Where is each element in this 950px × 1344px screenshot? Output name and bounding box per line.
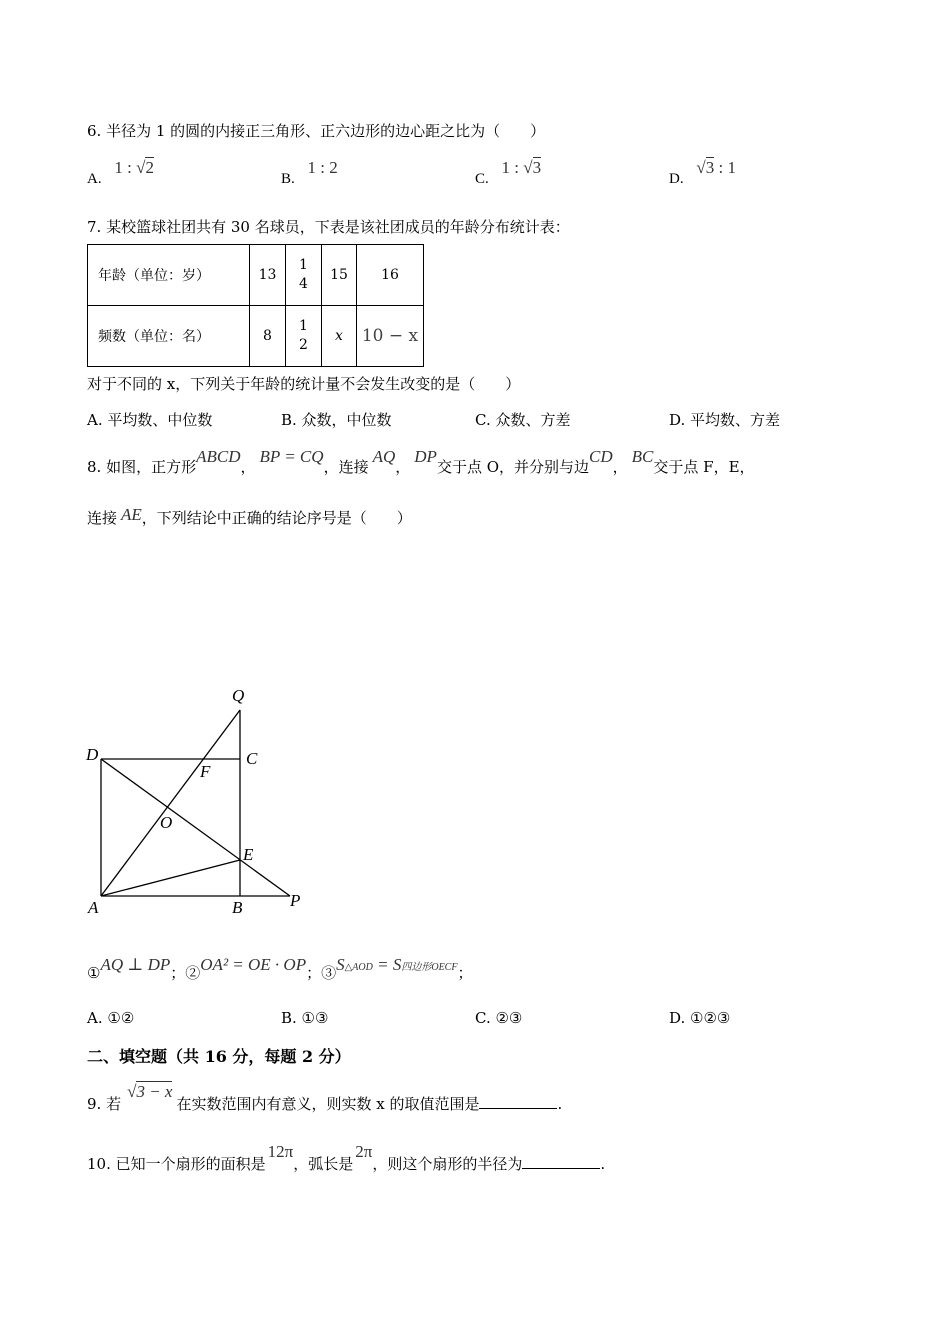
line-dp [101,759,290,896]
option-letter: A. [87,171,102,187]
text: ，则这个扇形的半径为 [372,1155,523,1173]
symbol-s: S [336,955,345,974]
math-text: 1 : [501,158,524,177]
q8-option-b[interactable]: B. ①③ [281,1009,329,1027]
text: 10. 已知一个扇形的面积是 [87,1155,266,1173]
math-2pi: 2π [355,1142,373,1161]
subscript-quad-oecf: 四边形OECF [401,962,458,973]
text: ， [240,458,256,476]
math-12pi: 12π [267,1142,294,1161]
q7-option-b[interactable]: B. 众数，中位数 [281,411,392,429]
q7-follow-up: 对于不同的 x，下列关于年龄的统计量不会发生改变的是（ ） [87,375,521,393]
q9-stem [87,1082,563,1114]
q7-stem: 7. 某校篮球社团共有 30 名球员，下表是该社团成员的年龄分布统计表： [87,218,570,236]
math-bc: BC [631,447,654,466]
q6-option-b[interactable] [281,158,338,188]
text: 交于点 O，并分别与边 [436,458,590,476]
table-row [88,245,424,306]
separator: ；③ [306,964,337,982]
square-geometry-figure [80,680,310,920]
table-cell-stacked [286,306,322,367]
math-aq: AQ [372,447,396,466]
table-row [88,306,424,367]
text: . [600,1155,606,1173]
text: 9. 若 [87,1095,122,1113]
conclusion-1: AQ ⊥ DP [100,955,171,974]
text: 交于点 F，E， [653,458,755,476]
section-title: 二、填空题（共 16 分，每题 2 分） [87,1047,351,1066]
table-cell: 16 [357,245,424,306]
table-cell: 8 [250,306,286,367]
sqrt-icon: √ [136,158,146,177]
table-cell: x [322,306,357,367]
q8-option-c[interactable]: C. ②③ [475,1009,523,1027]
sqrt-icon: √ [523,158,533,177]
text: 连接 [87,509,118,527]
label-d: D [86,745,99,764]
separator: ；② [170,964,201,982]
answer-blank[interactable] [522,1153,600,1169]
table-cell: 10 − x [357,306,424,367]
text: ； [457,964,473,982]
conclusion-3 [336,956,457,974]
text: ，连接 [323,458,369,476]
q8-conclusions [87,955,473,983]
math-text: 1 : 2 [307,158,338,177]
math-ae: AE [121,505,142,524]
sqrt-icon: √ [127,1082,137,1101]
circled-one: ① [87,964,101,982]
subscript-triangle-aod: △AOD [344,962,373,973]
math-abcd: ABCD [196,447,241,466]
table-cell: 13 [250,245,286,306]
stacked-digit: 4 [299,276,308,292]
text: ，下列结论中正确的结论序号是（ ） [141,509,412,527]
stacked-digit: 2 [299,337,308,353]
math-text: : 1 [714,158,736,177]
option-letter: B. [281,171,295,187]
label-o: O [160,813,173,832]
q7-option-a[interactable]: A. 平均数、中位数 [87,411,213,429]
q6-stem: 6. 半径为 1 的圆的内接正三角形、正六边形的边心距之比为（ ） [87,122,546,140]
table-row-label: 年龄（单位：岁） [88,245,250,306]
label-c: C [246,749,258,768]
answer-blank[interactable] [479,1093,557,1109]
table-cell-stacked [286,245,322,306]
line-ae [101,860,240,896]
label-f: F [200,762,211,781]
q10-stem [87,1142,606,1174]
table-cell: 15 [322,245,357,306]
option-letter: D. [669,171,684,187]
q6-option-c[interactable] [475,158,542,188]
text: ， [612,458,628,476]
q8-stem-line1 [87,447,755,477]
label-p: P [290,891,301,910]
q6-option-d[interactable] [669,158,736,188]
math-cd: CD [589,447,613,466]
q7-option-d[interactable]: D. 平均数、方差 [669,411,781,429]
q8-option-d[interactable]: D. ①②③ [669,1009,731,1027]
line-aq [101,710,240,896]
radicand: 3 [705,158,715,177]
equals-s: = S [372,955,402,974]
q6-option-a[interactable] [87,158,154,188]
conclusion-2: OA² = OE · OP [200,955,307,974]
radicand: 2 [145,158,154,177]
q8-stem-line2 [87,507,412,528]
table-row-label: 频数（单位：名） [88,306,250,367]
math-dp: DP [414,447,437,466]
math-bp-cq: BP = CQ [259,447,324,466]
sqrt-icon: √ [696,158,706,177]
math-text: 1 : [114,158,137,177]
text: . [557,1095,563,1113]
text: 在实数范围内有意义，则实数 x 的取值范围是 [176,1095,480,1113]
radicand: 3 [532,158,542,177]
stacked-digit: 1 [299,257,308,273]
label-e: E [243,845,254,864]
label-a: A [88,898,99,917]
text: ， [395,458,411,476]
stacked-digit: 1 [299,318,308,334]
text: ，弧长是 [293,1155,354,1173]
label-b: B [232,898,243,917]
age-frequency-table [87,244,424,367]
label-q: Q [232,686,245,705]
radicand: 3 − x [136,1082,173,1101]
q8-option-a[interactable]: A. ①② [87,1009,135,1027]
text: 8. 如图，正方形 [87,458,197,476]
option-letter: C. [475,171,489,187]
q7-option-c[interactable]: C. 众数、方差 [475,411,571,429]
